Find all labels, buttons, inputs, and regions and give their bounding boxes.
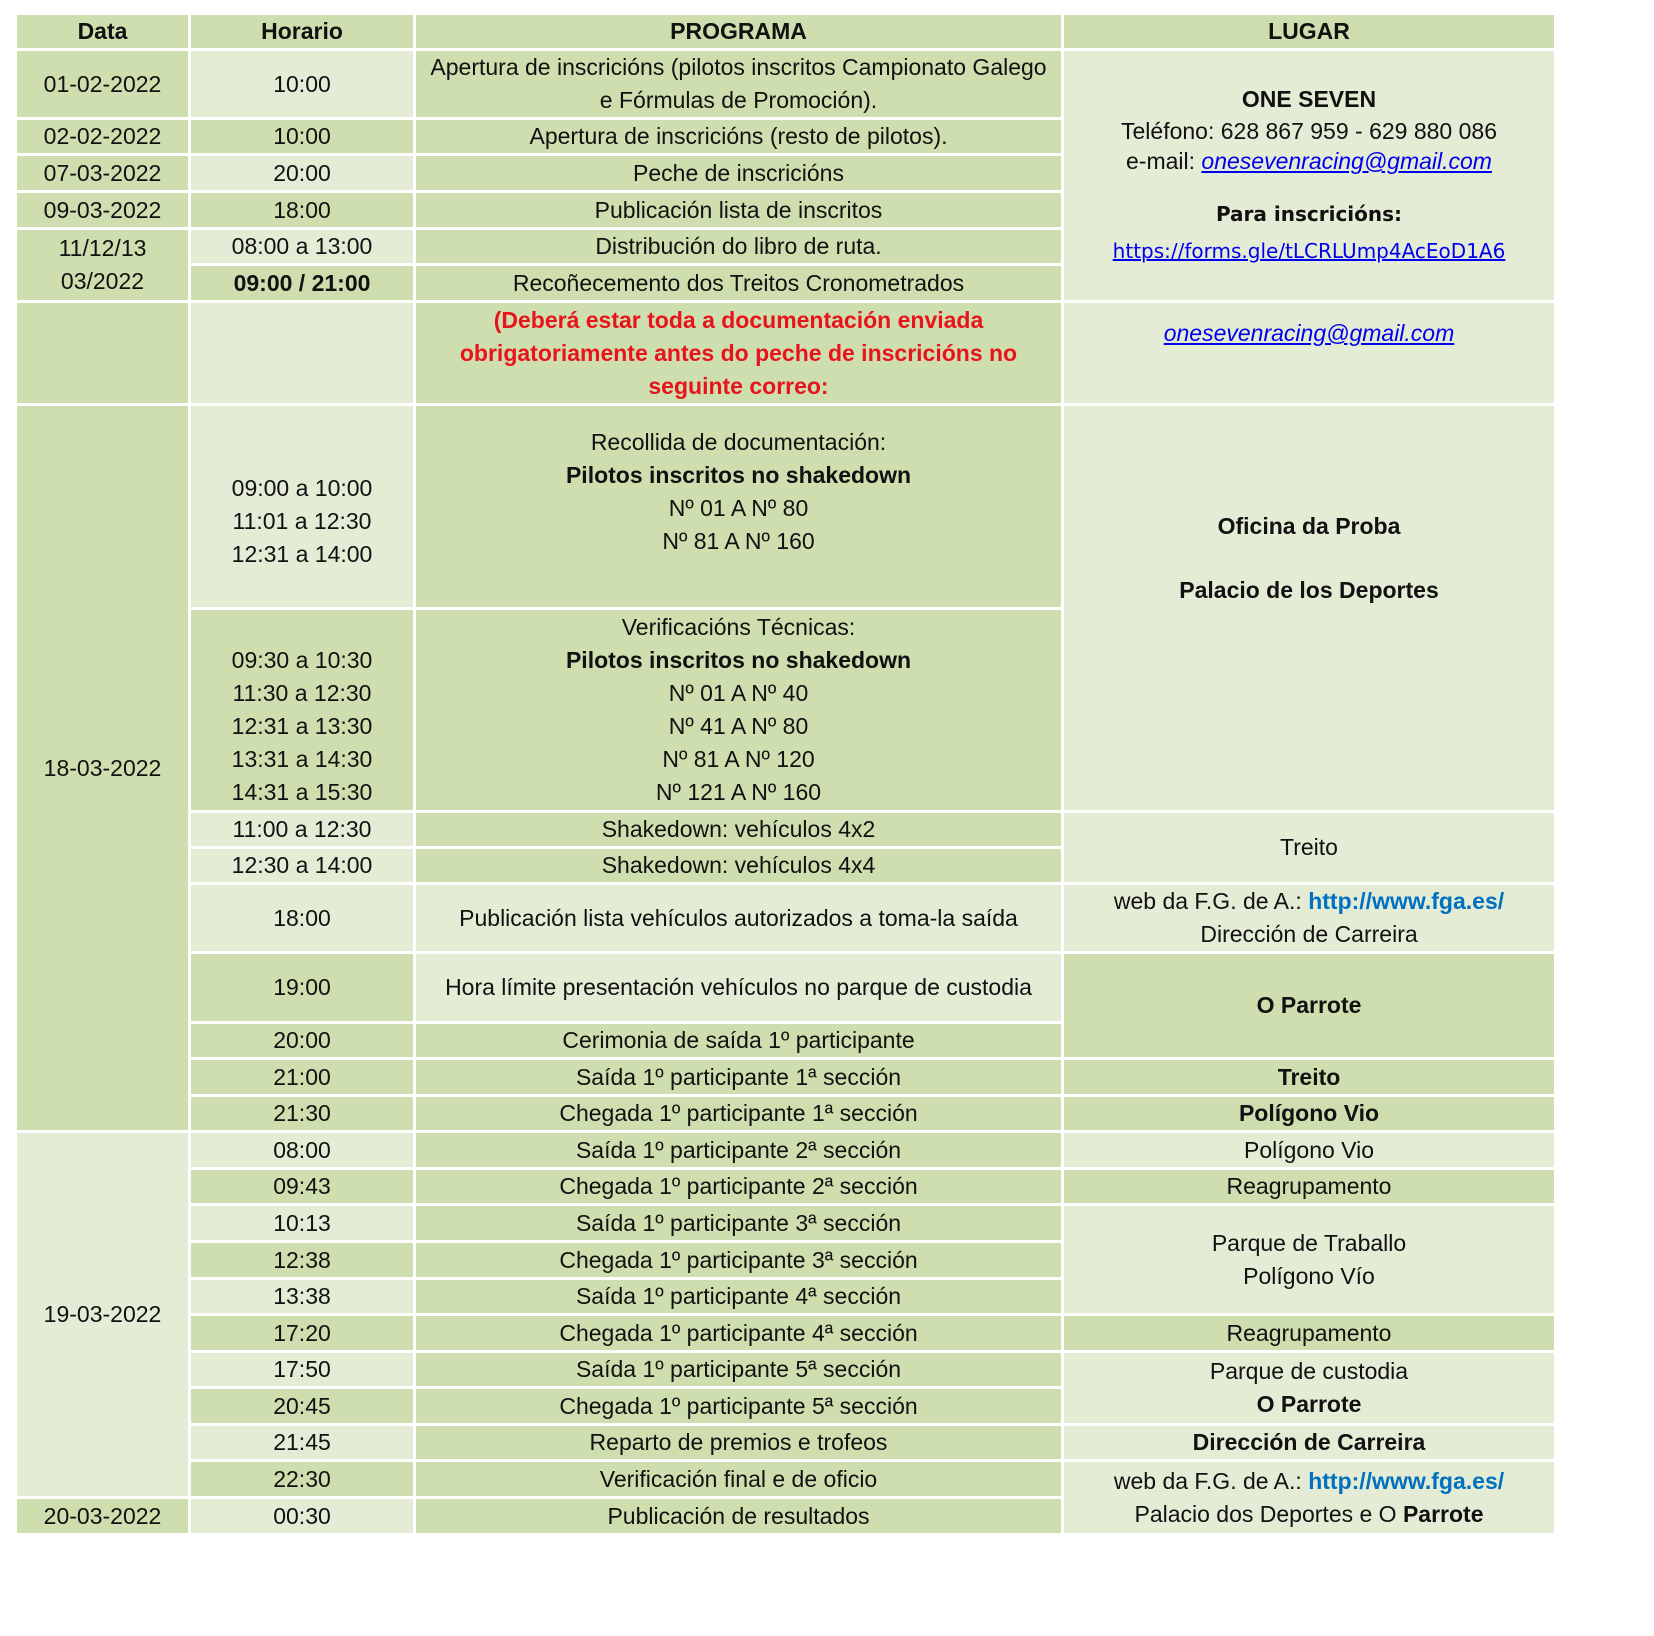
program: Chegada 1º participante 5ª sección (416, 1389, 1061, 1423)
program: Chegada 1º participante 3ª sección (416, 1243, 1061, 1277)
program (416, 610, 1061, 810)
date (17, 230, 188, 300)
place-oficina (1064, 406, 1554, 810)
program: Publicación de resultados (416, 1499, 1061, 1533)
date: 20-03-2022 (17, 1499, 188, 1533)
place-line: Oficina da Proba (1217, 512, 1401, 539)
time: 21:45 (191, 1426, 413, 1459)
table-row (17, 303, 1554, 403)
program-line: Recollida de documentación: (590, 428, 887, 455)
table-row (17, 1206, 1554, 1240)
form-link[interactable]: https://forms.gle/tLCRLUmp4AcEoD1A6 (1112, 239, 1506, 263)
table-row (17, 885, 1554, 951)
date: 19-03-2022 (17, 1133, 188, 1496)
date: 18-03-2022 (17, 406, 188, 1130)
table-row (17, 1316, 1554, 1350)
program: Apertura de inscricións (resto de pilotos). (416, 120, 1061, 153)
time-line: 09:30 a 10:30 (231, 647, 373, 673)
table-row (17, 1170, 1554, 1203)
time: 11:00 a 12:30 (191, 813, 413, 846)
table-row (17, 51, 1554, 117)
org-name: ONE SEVEN (1241, 86, 1377, 112)
time (191, 406, 413, 607)
place-line: Palacio de los Deportes (1179, 576, 1439, 603)
table-row (17, 1426, 1554, 1459)
web-label: web da F.G. de A.: (1113, 888, 1309, 914)
col-horario: Horario (191, 15, 413, 48)
program: Chegada 1º participante 2ª sección (416, 1170, 1061, 1203)
email-label: e-mail: (1126, 148, 1202, 174)
program: Saída 1º participante 5ª sección (416, 1353, 1061, 1386)
time: 20:45 (191, 1389, 413, 1423)
program: Shakedown: vehículos 4x2 (416, 813, 1061, 846)
place-line: Polígono Vío (1243, 1262, 1375, 1289)
place-line: Parrote (1402, 1500, 1484, 1527)
date-empty (17, 303, 188, 403)
place: Reagrupamento (1064, 1170, 1554, 1203)
program: Cerimonia de saída 1º participante (416, 1024, 1061, 1057)
place-line: Parque de Traballo (1211, 1229, 1407, 1256)
time-empty (191, 303, 413, 403)
place (1064, 1353, 1554, 1423)
date: 07-03-2022 (17, 156, 188, 190)
program (416, 406, 1061, 607)
program: Apertura de inscricións (pilotos inscritos Campionato Galego e Fórmulas de Promoción). (416, 51, 1061, 117)
date-line: 11/12/13 (58, 235, 147, 261)
date: 01-02-2022 (17, 51, 188, 117)
place (1064, 1206, 1554, 1313)
date: 02-02-2022 (17, 120, 188, 153)
email-link[interactable]: onesevenracing@gmail.com (1163, 320, 1455, 346)
time: 08:00 (191, 1133, 413, 1167)
fga-link[interactable]: http://www.fga.es/ (1308, 888, 1505, 914)
time: 17:20 (191, 1316, 413, 1350)
time: 21:30 (191, 1097, 413, 1130)
program-line: Nº 81 A Nº 120 (662, 746, 815, 772)
program: Saída 1º participante 1ª sección (416, 1060, 1061, 1094)
place-line: Parque de custodia (1209, 1358, 1409, 1384)
program: Peche de inscricións (416, 156, 1061, 190)
time: 19:00 (191, 954, 413, 1021)
time: 10:00 (191, 51, 413, 117)
program-line: Nº 01 A Nº 80 (668, 494, 809, 521)
table-row (17, 954, 1554, 1021)
schedule-table (14, 12, 1557, 1536)
table-row (17, 1462, 1554, 1496)
program: Recoñecemento dos Treitos Cronometrados (416, 266, 1061, 300)
program: Hora límite presentación vehículos no parque de custodia (416, 954, 1061, 1021)
time: 12:30 a 14:00 (191, 849, 413, 882)
program: Publicación lista vehículos autorizados a toma-la saída (416, 885, 1061, 951)
program: Verificación final e de oficio (416, 1462, 1061, 1496)
program: Saída 1º participante 3ª sección (416, 1206, 1061, 1240)
place: O Parrote (1064, 954, 1554, 1057)
program: Saída 1º participante 4ª sección (416, 1280, 1061, 1313)
table-row (17, 406, 1554, 607)
program: Chegada 1º participante 1ª sección (416, 1097, 1061, 1130)
table-row (17, 813, 1554, 846)
fga-link[interactable]: http://www.fga.es/ (1308, 1467, 1505, 1494)
time-line: 12:31 a 13:30 (231, 713, 373, 739)
place-line: Palacio dos Deportes e O (1134, 1500, 1403, 1527)
time: 18:00 (191, 885, 413, 951)
time-line: 09:00 a 10:00 (231, 475, 373, 501)
program-line: Nº 121 A Nº 160 (655, 779, 822, 805)
place: Polígono Vio (1064, 1097, 1554, 1130)
time: 09:00 / 21:00 (191, 266, 413, 300)
time: 17:50 (191, 1353, 413, 1386)
time-line: 13:31 a 14:30 (231, 746, 373, 772)
program-line: Pilotos inscritos no shakedown (565, 647, 912, 673)
header-row (17, 15, 1554, 48)
place (1064, 1462, 1554, 1533)
time: 20:00 (191, 156, 413, 190)
table-row (17, 1060, 1554, 1094)
program-line: Nº 41 A Nº 80 (668, 713, 809, 739)
program: Shakedown: vehículos 4x4 (416, 849, 1061, 882)
web-label: web da F.G. de A.: (1113, 1467, 1309, 1494)
table-row (17, 1097, 1554, 1130)
phone: Teléfono: 628 867 959 - 629 880 086 (1121, 118, 1497, 144)
time: 00:30 (191, 1499, 413, 1533)
documentation-note: (Deberá estar toda a documentación enviada obrigatoriamente antes do peche de inscricións no seguinte correo: (416, 303, 1061, 403)
program-line: Nº 01 A Nº 40 (668, 680, 809, 706)
col-data: Data (17, 15, 188, 48)
time: 21:00 (191, 1060, 413, 1094)
place: Polígono Vio (1064, 1133, 1554, 1167)
time-line: 11:01 a 12:30 (232, 508, 372, 534)
time-line: 12:31 a 14:00 (231, 541, 373, 567)
place: Reagrupamento (1064, 1316, 1554, 1350)
time: 18:00 (191, 193, 413, 227)
table-row (17, 1133, 1554, 1167)
place: Treito (1064, 813, 1554, 882)
time: 22:30 (191, 1462, 413, 1496)
place: Dirección de Carreira (1064, 1426, 1554, 1459)
time-line: 11:30 a 12:30 (232, 680, 372, 706)
place-line: O Parrote (1256, 1391, 1362, 1417)
place: Treito (1064, 1060, 1554, 1094)
place-one-seven (1064, 51, 1554, 300)
time (191, 610, 413, 810)
inscription-label: Para inscricións: (1215, 202, 1403, 226)
time: 13:38 (191, 1280, 413, 1313)
place-line: Dirección de Carreira (1200, 921, 1418, 947)
date-line: 03/2022 (60, 268, 145, 294)
program-line: Pilotos inscritos no shakedown (565, 461, 912, 488)
time-line: 14:31 a 15:30 (231, 779, 373, 805)
time: 10:13 (191, 1206, 413, 1240)
email-link[interactable]: onesevenracing@gmail.com (1201, 148, 1492, 174)
time: 10:00 (191, 120, 413, 153)
time: 09:43 (191, 1170, 413, 1203)
program: Publicación lista de inscritos (416, 193, 1061, 227)
program: Saída 1º participante 2ª sección (416, 1133, 1061, 1167)
program: Distribución do libro de ruta. (416, 230, 1061, 263)
table-row (17, 1353, 1554, 1386)
date: 09-03-2022 (17, 193, 188, 227)
col-programa: PROGRAMA (416, 15, 1061, 48)
program-line: Verificacións Técnicas: (621, 614, 856, 640)
program: Chegada 1º participante 4ª sección (416, 1316, 1061, 1350)
program-line: Nº 81 A Nº 160 (662, 527, 815, 554)
col-lugar: LUGAR (1064, 15, 1554, 48)
time: 08:00 a 13:00 (191, 230, 413, 263)
program: Reparto de premios e trofeos (416, 1426, 1061, 1459)
time: 12:38 (191, 1243, 413, 1277)
place (1064, 885, 1554, 951)
time: 20:00 (191, 1024, 413, 1057)
